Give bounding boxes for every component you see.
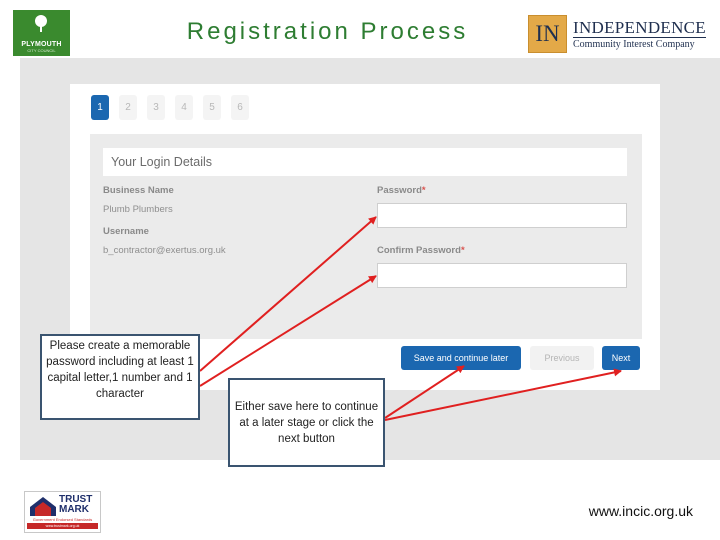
house-icon	[28, 495, 58, 517]
arrow-to-password	[200, 217, 376, 371]
previous-button[interactable]: Previous	[530, 346, 594, 370]
slide-title: Registration Process	[186, 18, 469, 45]
step-6-tab[interactable]: 6	[231, 95, 249, 120]
arrow-to-save-button	[385, 366, 464, 418]
trustmark-line3: Government Endorsed Standards	[32, 517, 93, 522]
password-hint-callout: Please create a memorable password including at least 1 capital letter,1 number and 1 character	[40, 334, 200, 420]
step-2-tab[interactable]: 2	[119, 95, 137, 120]
plymouth-logo-sub: CITY COUNCIL	[27, 48, 56, 53]
trustmark-line4: www.trustmark.org.uk	[27, 523, 98, 529]
business-name-value: Plumb Plumbers	[103, 204, 173, 215]
username-value: b_contractor@exertus.org.uk	[103, 245, 226, 256]
step-1-tab[interactable]: 1	[91, 95, 109, 120]
next-button[interactable]: Next	[602, 346, 640, 370]
trustmark-line2: MARK	[59, 504, 89, 515]
password-label-text: Password	[377, 185, 422, 196]
required-marker: *	[460, 245, 465, 256]
step-4-tab[interactable]: 4	[175, 95, 193, 120]
save-hint-callout: Either save here to continue at a later stage or click the next button	[228, 378, 385, 467]
trustmark-logo	[24, 491, 101, 533]
business-name-label: Business Name	[103, 185, 174, 196]
independence-logo-name: INDEPENDENCE	[573, 17, 706, 37]
independence-logo-mark: IN	[528, 15, 567, 53]
username-label: Username	[103, 226, 149, 237]
trustmark-line1: TRUST	[59, 494, 93, 505]
plymouth-logo-name: PLYMOUTH	[21, 41, 62, 48]
required-marker: *	[421, 185, 426, 196]
section-title: Your Login Details	[103, 148, 627, 176]
independence-logo-tagline: Community Interest Company	[573, 37, 706, 51]
step-3-tab[interactable]: 3	[147, 95, 165, 120]
arrow-to-confirm-password	[200, 276, 376, 386]
save-and-continue-later-button[interactable]: Save and continue later	[401, 346, 521, 370]
step-5-tab[interactable]: 5	[203, 95, 221, 120]
website-url[interactable]: www.incic.org.uk	[588, 503, 693, 519]
confirm-password-label-text: Confirm Password	[377, 245, 461, 256]
